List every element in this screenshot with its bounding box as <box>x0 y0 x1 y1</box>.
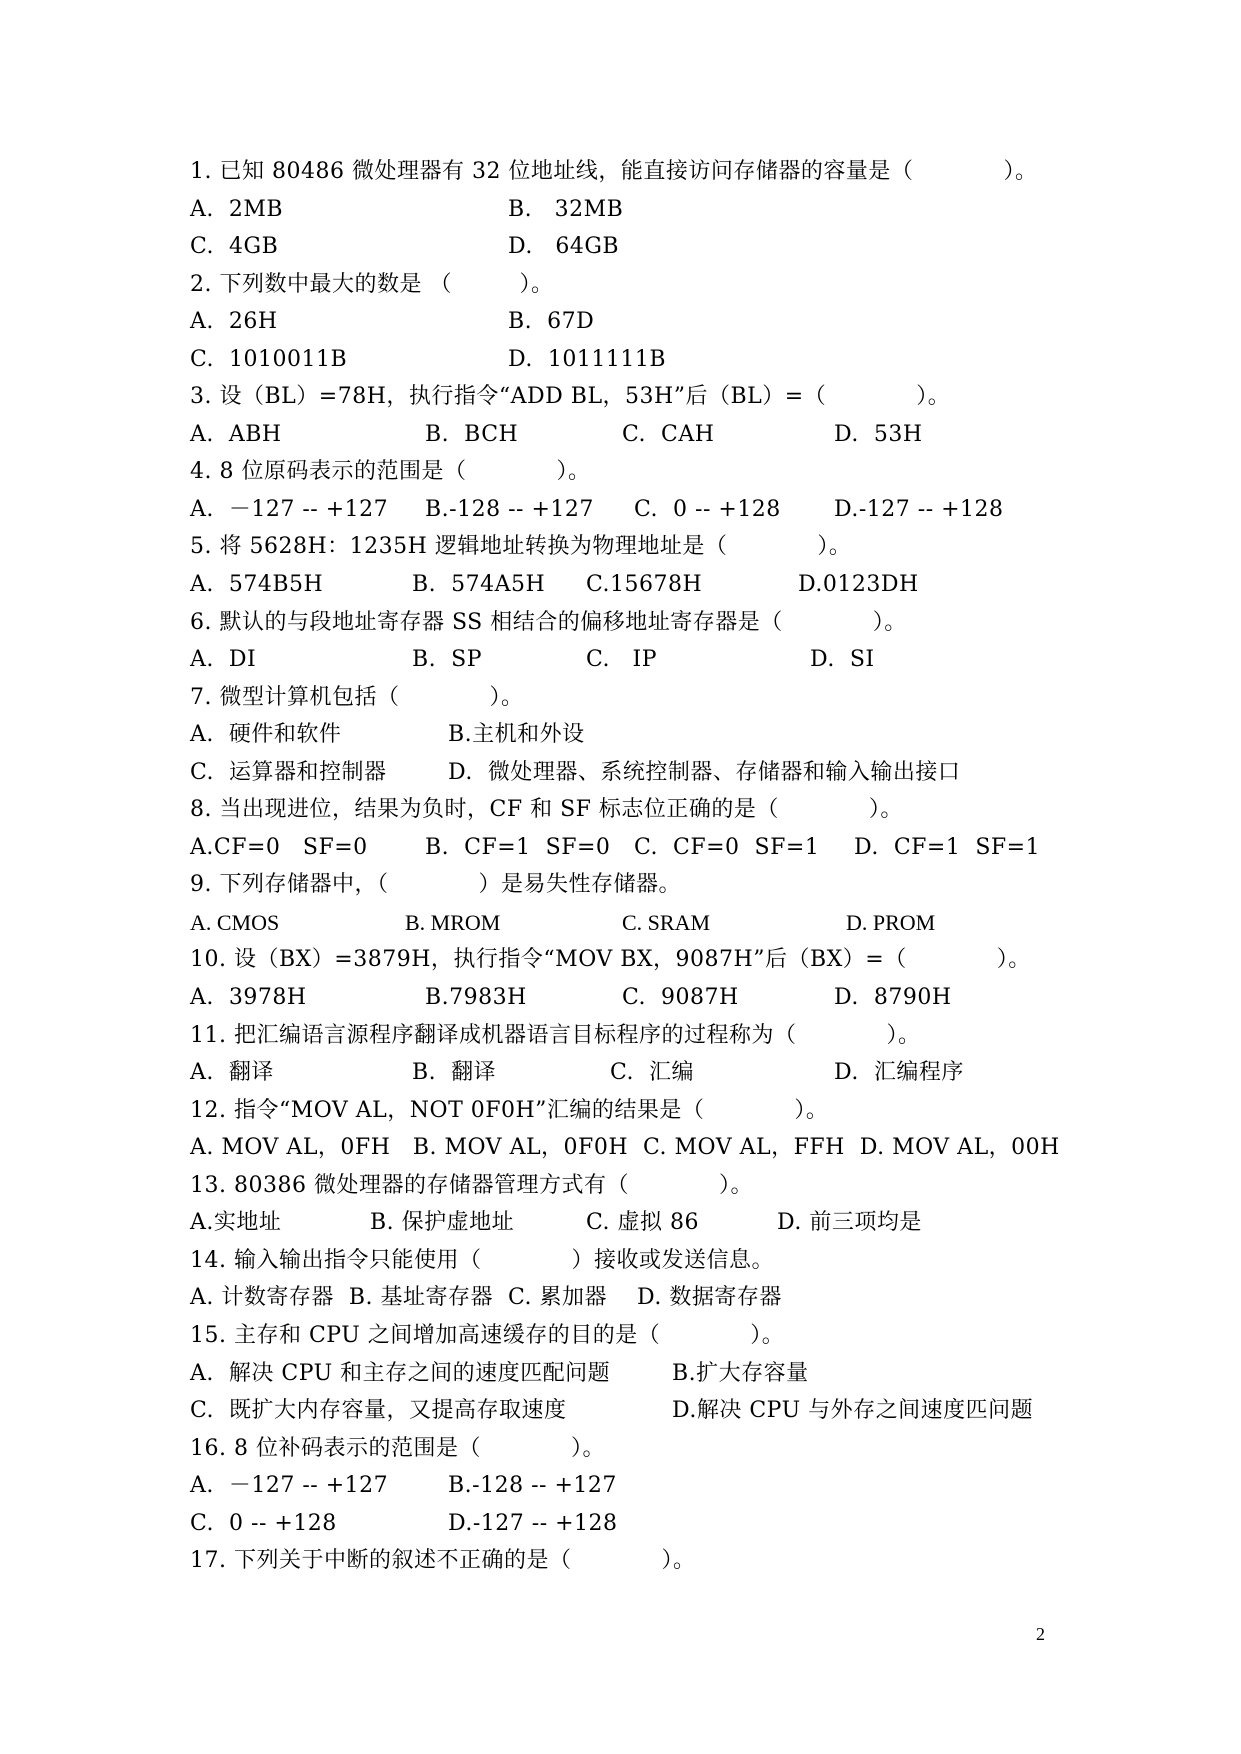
option: D. CF=1 SF=1 <box>854 834 1041 860</box>
option: B. CF=1 SF=0 <box>425 834 611 860</box>
option-row <box>190 1467 1110 1505</box>
option: C.15678H <box>586 572 703 598</box>
option: D.解决 CPU 与外存之间速度匹问题 <box>672 1398 1034 1424</box>
option: A. 2MB <box>190 196 284 222</box>
option: B.7983H <box>425 985 527 1011</box>
option: C. CAH <box>622 421 715 447</box>
option: C. IP <box>586 647 658 673</box>
question-stem: 7. 微型计算机包括（ ）。 <box>190 684 524 710</box>
option: D. 前三项均是 <box>777 1210 922 1236</box>
question-stem: 8. 当出现进位，结果为负时，CF 和 SF 标志位正确的是（ ）。 <box>190 797 903 823</box>
option-row <box>190 303 1110 341</box>
option: A. 3978H <box>190 985 307 1011</box>
option-row <box>190 979 1110 1017</box>
question-stem: 3. 设（BL）=78H，执行指令“ADD BL，53H”后（BL）=（ ）。 <box>190 384 951 410</box>
option-row <box>190 641 1110 679</box>
option: A. 计数寄存器 B. 基址寄存器 C. 累加器 D. 数据寄存器 <box>190 1285 782 1311</box>
option: A. DI <box>190 647 257 673</box>
option: C. 9087H <box>622 985 739 1011</box>
option-row <box>190 754 1110 792</box>
option-row <box>190 716 1110 754</box>
question-stem: 13. 80386 微处理器的存储器管理方式有（ ）。 <box>190 1172 753 1198</box>
option: A. －127 -- +127 <box>190 1473 389 1499</box>
question-stem: 16. 8 位补码表示的范围是（ ）。 <box>190 1435 605 1461</box>
option-row <box>190 228 1110 266</box>
option: B. SP <box>412 647 483 673</box>
option: C. CF=0 SF=1 <box>634 834 820 860</box>
option-row <box>190 191 1110 229</box>
option: A.实地址 <box>190 1210 282 1236</box>
option: B.扩大存容量 <box>672 1360 809 1386</box>
question-stem: 10. 设（BX）=3879H，执行指令“MOV BX，9087H”后（BX）=（ ）。 <box>190 947 1031 973</box>
option: A. ABH <box>190 421 282 447</box>
option: D. PROM <box>846 909 936 935</box>
option: A. 26H <box>190 309 278 335</box>
question-stem: 6. 默认的与段地址寄存器 SS 相结合的偏移地址寄存器是（ ）。 <box>190 609 907 635</box>
option: B.主机和外设 <box>448 722 585 748</box>
option: C. 1010011B <box>190 346 348 372</box>
option: A. 解决 CPU 和主存之间的速度匹配问题 <box>190 1360 611 1386</box>
question-stem: 17. 下列关于中断的叙述不正确的是（ ）。 <box>190 1548 696 1574</box>
option: B.-128 -- +127 <box>425 496 594 522</box>
option: A. CMOS <box>190 909 280 935</box>
option: C. 运算器和控制器 <box>190 759 387 785</box>
option-row <box>190 1279 1110 1317</box>
question-stem: 4. 8 位原码表示的范围是（ ）。 <box>190 459 591 485</box>
option: B. MROM <box>405 909 501 935</box>
option: C. 0 -- +128 <box>190 1510 337 1536</box>
question-stem: 9. 下列存储器中，（ ）是易失性存储器。 <box>190 872 681 898</box>
option-row <box>190 341 1110 379</box>
option: D.-127 -- +128 <box>448 1510 618 1536</box>
option: D.0123DH <box>798 572 919 598</box>
option: C. 汇编 <box>610 1060 695 1086</box>
option-row <box>190 1204 1110 1242</box>
option: A.CF=0 SF=0 <box>190 834 368 860</box>
option: D. 8790H <box>834 985 952 1011</box>
option: A. 574B5H <box>190 572 324 598</box>
option: D. 1011111B <box>508 346 666 372</box>
option: D. 64GB <box>508 234 620 260</box>
option: D.-127 -- +128 <box>834 496 1004 522</box>
question-stem: 12. 指令“MOV AL，NOT 0F0H”汇编的结果是（ ）。 <box>190 1097 829 1123</box>
option: D. SI <box>810 647 875 673</box>
option-row <box>190 904 1110 942</box>
exam-question-list <box>190 153 1110 1580</box>
option: B. BCH <box>425 421 519 447</box>
question-stem: 1. 已知 80486 微处理器有 32 位地址线，能直接访问存储器的容量是（ ）。 <box>190 159 1038 184</box>
option: D. 53H <box>834 421 923 447</box>
question-stem: 2. 下列数中最大的数是 （ ）。 <box>190 271 554 297</box>
option-row <box>190 1355 1110 1393</box>
option-row <box>190 416 1110 454</box>
option: C. 虚拟 86 <box>586 1210 700 1236</box>
option: A. 翻译 <box>190 1060 274 1086</box>
option: B. 保护虚地址 <box>370 1210 515 1236</box>
option-row <box>190 1392 1110 1430</box>
option: B. 翻译 <box>412 1060 497 1086</box>
option: A. －127 -- +127 <box>190 496 389 522</box>
option: C. 0 -- +128 <box>634 496 781 522</box>
option: B. 67D <box>508 309 595 335</box>
option-row <box>190 1129 1110 1167</box>
option-row <box>190 566 1110 604</box>
option: D. 微处理器、系统控制器、存储器和输入输出接口 <box>448 759 961 785</box>
question-stem: 5. 将 5628H：1235H 逻辑地址转换为物理地址是（ ）。 <box>190 534 852 560</box>
option: C. SRAM <box>622 909 711 935</box>
question-stem: 14. 输入输出指令只能使用（ ）接收或发送信息。 <box>190 1247 774 1273</box>
page-number: 2 <box>1036 1624 1045 1644</box>
option: A. 硬件和软件 <box>190 722 342 748</box>
option: B. 574A5H <box>412 572 546 598</box>
question-stem: 11. 把汇编语言源程序翻译成机器语言目标程序的过程称为（ ）。 <box>190 1022 921 1048</box>
option: A. MOV AL，0FH B. MOV AL，0F0H C. MOV AL，FFH D. MOV AL，00H <box>190 1135 1060 1161</box>
option: B.-128 -- +127 <box>448 1473 617 1499</box>
option: C. 既扩大内存容量，又提高存取速度 <box>190 1398 567 1424</box>
question-stem: 15. 主存和 CPU 之间增加高速缓存的目的是（ ）。 <box>190 1322 785 1348</box>
option-row <box>190 1505 1110 1543</box>
option: D. 汇编程序 <box>834 1060 964 1086</box>
option: C. 4GB <box>190 234 279 260</box>
option-row <box>190 1054 1110 1092</box>
option-row <box>190 491 1110 529</box>
option: B. 32MB <box>508 196 624 222</box>
option-row <box>190 829 1110 867</box>
